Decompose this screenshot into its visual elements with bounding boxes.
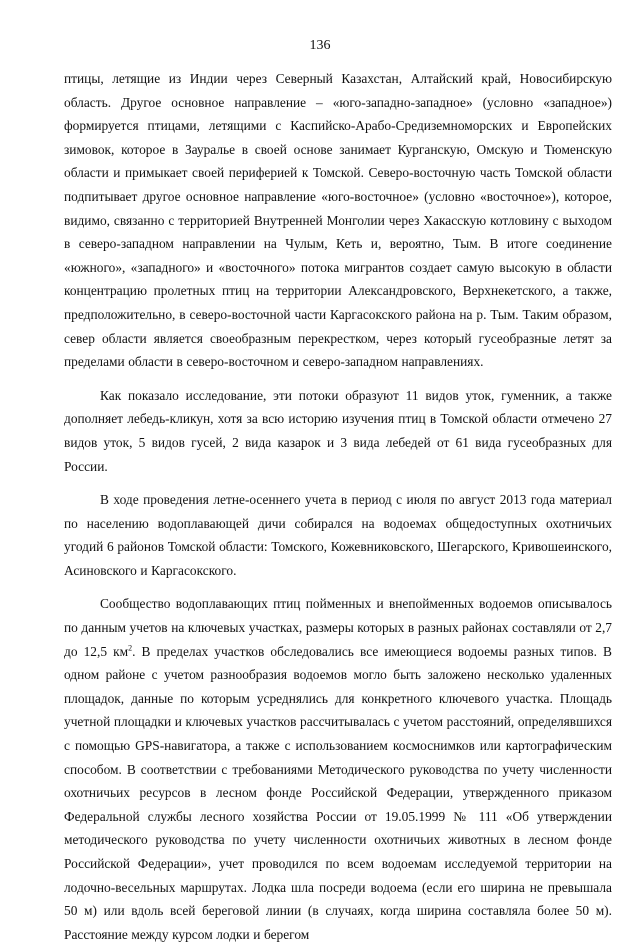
methodology-text-rest: . В пределах участков обследовались все имеющиеся водоемы разных типов. В одном районе с учетом разнообразия водоемов могло быть заложено несколько удаленных площадок, данные по которым усреднялись для конкретного ключевого участка. Площадь учетной площадки и ключевых участков рассчитывалась с учетом расстояний, определявшихся с помощью GPS-навигатора, а также с использованием космоснимков или картографическим способом. В соответствии с требованиями Методического руководства по учету численности охотничьих ресурсов в лесном фонде Российской Федерации, утвержденного приказом Федеральной службы лесного хозяйства России от 19.05.1999 № 111 «Об утверждении методического руководства по учету численности охотничьих животных в лесном фонде Российской Федерации», учет проводился по всем водоемам исследуемой территории на лодочно-весельных маршрутах. Лодка шла посреди водоема (если его ширина не превышала 50 м) или вдоль всей береговой линии (в случаях, когда ширина составляла более 50 м). Расстояние между курсом лодки и берегом xyxy=(64,643,612,942)
methodology-text-start: Сообщество водоплавающих птиц пойменных и внепойменных водоемов описывалось по данным учетов на ключевых участках, размеры которых в разных районах составляли от 2,7 до 12,5 км xyxy=(64,596,612,659)
body-text xyxy=(64,67,612,946)
paragraph-methodology xyxy=(64,592,612,946)
page-number: 136 xyxy=(309,38,331,53)
square-superscript: 2 xyxy=(128,643,133,653)
paragraph-continuation: птицы, летящие из Индии через Северный Казахстан, Алтайский край, Новосибирскую область. Другое основное направление – «юго-западно-западное» (условно «западное») формируется птицами, летящими с Каспийско-Арабо-Средиземноморских и Европейских зимовок, которое в Зауралье в своей основе занимает Курганскую, Омскую и Тюменскую области и примыкает своей периферией к Томской. Северо-восточную часть Томской области подпитывает другое основное направление «юго-восточное» (условно «восточное»), которое, видимо, связанно с территорией Внутренней Монголии через Хакасскую котловину с выходом в северо-западном направлении на Чулым, Кеть и, вероятно, Тым. В итоге соединение «южного», «западного» и «восточного» потока мигрантов создает самую высокую в области концентрацию пролетных птиц на территории Александровского, Верхнекетского, а также, предположительно, в северо-восточной части Каргасокского района на р. Тым. Таким образом, север области является своеобразным перекрестком, через который гусеобразные летят за пределами области в северо-восточном и северо-западном направлениях. xyxy=(64,71,612,370)
paragraph-survey-period: В ходе проведения летне-осеннего учета в период с июля по август 2013 года материал по населению водоплавающей дичи собирался на водоемах общедоступных охотничьих угодий 6 районов Томской области: Томского, Кожевниковского, Шегарского, Кривошеинского, Асиновского и Каргасокского. xyxy=(64,492,612,578)
paragraph-research-flows: Как показало исследование, эти потоки образуют 11 видов уток, гуменник, а также дополняет лебедь-кликун, хотя за всю историю изучения птиц в Томской области отмечено 27 видов уток, 5 видов гусей, 2 вида казарок и 3 вида лебедей от 61 вида гусеобразных для России. xyxy=(64,387,612,474)
